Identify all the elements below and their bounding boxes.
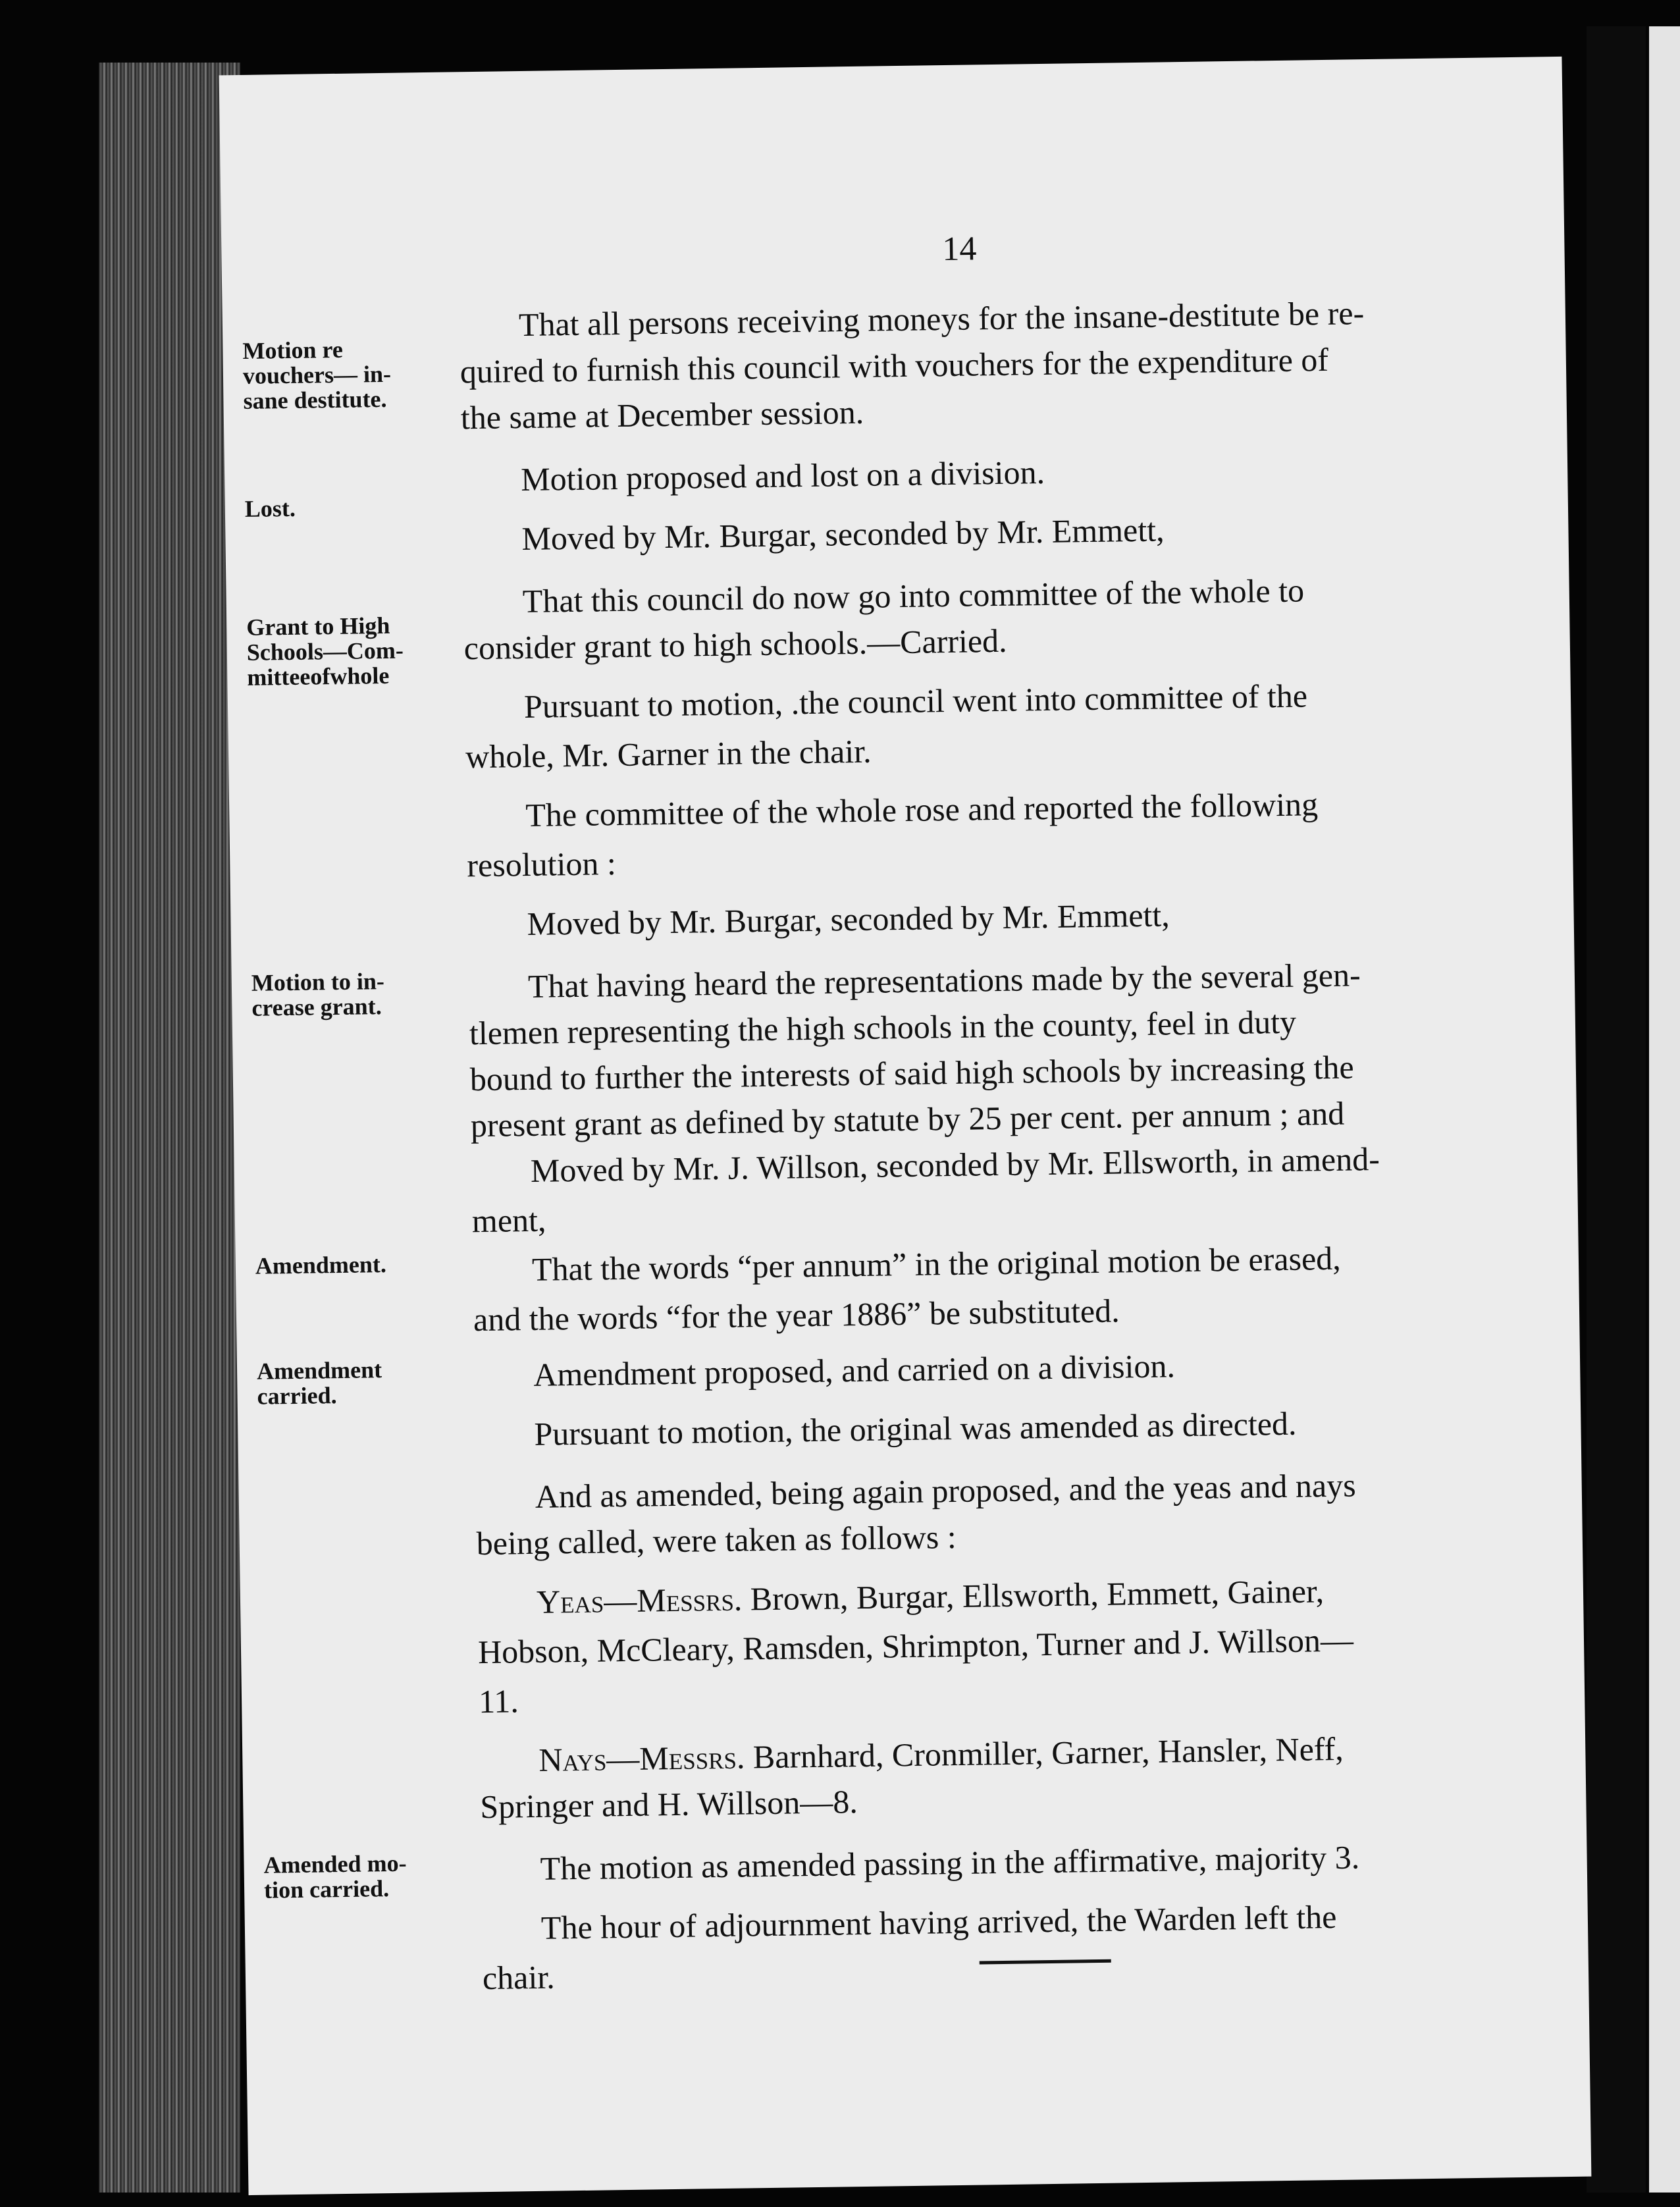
margin-note-motion-increase-grant (251, 967, 463, 1020)
yeas-line (537, 1564, 1680, 1622)
text-line: 11. (478, 1682, 519, 1720)
text-line: Moved by Mr. Burgar, seconded by Mr. Emmett, (521, 511, 1165, 558)
text-line: Pursuant to motion, the original was amended as directed. (534, 1404, 1297, 1452)
margin-note-line: Grant to High (246, 612, 390, 641)
text-line: That all persons receiving moneys for the insane-destitute be re- (518, 294, 1365, 344)
margin-note-amendment (255, 1250, 466, 1278)
margin-note-grant-high-schools (246, 612, 458, 689)
text-line: bound to further the interests of said high schools by increasing the (469, 1048, 1354, 1098)
text-line: Moved by Mr. J. Willson, seconded by Mr. Ellsworth, in amend- (530, 1140, 1380, 1189)
text-line: and the words “for the year 1886” be substituted. (473, 1292, 1120, 1339)
margin-note-line: Motion re (242, 336, 344, 364)
text-line: whole, Mr. Garner in the chair. (465, 732, 872, 776)
text-line: The motion as amended passing in the affirmative, majority 3. (540, 1838, 1360, 1887)
text-line: Motion proposed and lost on a division. (520, 453, 1045, 498)
margin-note-line: crease grant. (251, 993, 382, 1021)
margin-note-lost (245, 493, 456, 521)
text-line: present grant as defined by statute by 25 per cent. per annum ; and (470, 1094, 1345, 1144)
text-line: tlemen representing the high schools in the county, feel in duty (469, 1003, 1297, 1052)
text-line: Hobson, McCleary, Ramsden, Shrimpton, Turner and J. Willson— (477, 1621, 1354, 1671)
margin-note-line: Schools—Com- (246, 637, 404, 666)
page-number: 14 (942, 230, 977, 269)
margin-note-line: Amendment (256, 1356, 382, 1385)
text-line: ment, (471, 1201, 546, 1240)
margin-note-amended-motion-carried (263, 1849, 475, 1902)
text-line: Springer and H. Willson—8. (479, 1783, 858, 1826)
nays-names: Barnhard, Cronmiller, Garner, Hansler, Neff, (752, 1730, 1344, 1776)
margin-note-line: sane destitute. (243, 385, 387, 414)
text-line: consider grant to high schools.—Carried. (463, 622, 1007, 667)
yeas-label: Yeas—Messrs. (536, 1580, 743, 1620)
text-line: Amendment proposed, and carried on a division. (533, 1347, 1176, 1393)
margin-note-line: vouchers— in- (242, 360, 392, 389)
text-line: chair. (482, 1958, 556, 1997)
margin-note-line: Amendment. (255, 1251, 387, 1279)
margin-note-amendment-carried (257, 1356, 468, 1408)
text-line: The committee of the whole rose and reported the following (525, 785, 1319, 834)
page-edges (99, 63, 240, 2193)
nays-label: Nays—Messrs. (538, 1738, 745, 1778)
margin-note-line: Lost. (244, 494, 296, 522)
text-line: quired to furnish this council with vouchers for the expenditure of (459, 340, 1329, 390)
text-line: And as amended, being again proposed, and the yeas and nays (535, 1466, 1356, 1515)
document-page (219, 57, 1592, 2195)
yeas-names: Brown, Burgar, Ellsworth, Emmett, Gainer, (750, 1572, 1325, 1618)
text-line: Moved by Mr. Burgar, seconded by Mr. Emmett, (527, 896, 1170, 942)
text-line: the same at December session. (460, 393, 864, 437)
text-line: being called, were taken as follows : (476, 1518, 957, 1562)
margin-note-line: carried. (257, 1382, 337, 1410)
text-line: That this council do now go into committee of the whole to (522, 572, 1305, 620)
margin-note-line: Motion to in- (251, 968, 385, 996)
text-line: The hour of adjournment having arrived, the Warden left the (540, 1898, 1337, 1946)
margin-note-line: Amended mo- (263, 1849, 407, 1878)
text-line: That having heard the representations made by the several gen- (527, 956, 1361, 1005)
nays-line (538, 1722, 1680, 1780)
margin-note-line: mitteeofwhole (247, 662, 390, 691)
text-line: resolution : (467, 845, 617, 884)
margin-note-line: tion carried. (263, 1875, 390, 1903)
text-line: That the words “per annum” in the original motion be erased, (531, 1239, 1342, 1288)
margin-note-motion-vouchers (242, 335, 454, 413)
text-line: Pursuant to motion, .the council went into committee of the (523, 677, 1308, 726)
